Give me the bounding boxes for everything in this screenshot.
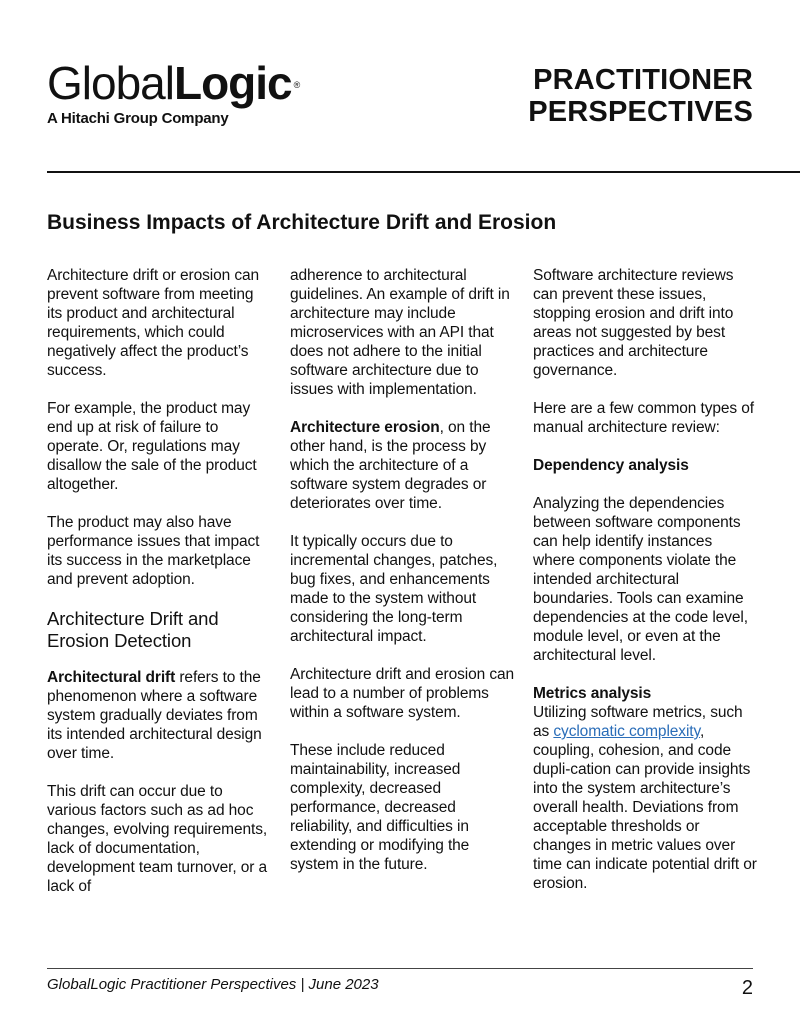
paragraph: Here are a few common types of manual architecture review: xyxy=(533,400,754,436)
paragraph: For example, the product may end up at risk of failure to operate. Or, regulations may disallow the sale of the product altogether. xyxy=(47,400,257,493)
paragraph: Software architecture reviews can prevent these issues, stopping erosion and drift into areas not suggested by best practices and architecture governance. xyxy=(533,267,734,379)
paragraph-text: Utilizing software metrics, such as xyxy=(533,704,743,740)
paragraph: The product may also have performance issues that impact its success in the marketplace and prevent adoption. xyxy=(47,514,260,588)
subheading-dependency-analysis: Dependency analysis xyxy=(533,457,689,474)
header-divider xyxy=(47,171,800,173)
paragraph-text: refers to the phenomenon where a software system gradually deviates from its intended architectural design over time. xyxy=(47,669,262,762)
subheading-metrics-analysis: Metrics analysis xyxy=(533,685,652,702)
cyclomatic-complexity-link[interactable]: cyclomatic complexity xyxy=(553,723,701,740)
paragraph xyxy=(47,668,272,763)
page-number: 2 xyxy=(741,977,753,999)
paragraph: These include reduced maintainability, increased complexity, decreased performance, decreased reliability, and difficulties in extending or modifying the system in the future. xyxy=(290,742,470,873)
series-title-line1: PRACTITIONER xyxy=(533,64,753,96)
logo-tagline: A Hitachi Group Company xyxy=(47,110,229,127)
series-title xyxy=(528,64,753,128)
section-heading: Architecture Drift and Erosion Detection xyxy=(47,608,219,651)
paragraph: It typically occurs due to incremental changes, patches, bug fixes, and enhancements made to the system without considering the long-term architectural impact. xyxy=(290,533,498,645)
logo-wordmark xyxy=(47,57,300,109)
column-3 xyxy=(533,266,758,912)
footer-text: GlobalLogic Practitioner Perspectives | June 2023 xyxy=(47,976,379,993)
logo-bold: Logic xyxy=(173,57,292,109)
paragraph xyxy=(533,703,758,893)
page-title: Business Impacts of Architecture Drift and Erosion xyxy=(47,211,557,234)
paragraph: Architecture drift or erosion can prevent software from meeting its product and architectural requirements, which could negatively affect the product’s success. xyxy=(47,267,260,379)
term-architecture-erosion: Architecture erosion xyxy=(290,419,440,436)
paragraph-text: , coupling, cohesion, and code dupli-cation can provide insights into the system architecture’s overall health. Deviations from acceptable thresholds or changes in metric values over time can indicate potential drift or erosion. xyxy=(533,723,757,892)
globallogic-logo xyxy=(47,57,300,127)
paragraph xyxy=(290,418,515,513)
column-2 xyxy=(290,266,515,893)
paragraph-text: , on the other hand, is the process by which the architecture of a software system degrades or deteriorates over time. xyxy=(290,419,491,512)
registered-mark: ® xyxy=(293,80,300,90)
column-1 xyxy=(47,266,272,915)
footer-divider xyxy=(47,968,753,969)
logo-light: Global xyxy=(47,57,174,109)
paragraph: This drift can occur due to various factors such as ad hoc changes, evolving requirements, lack of documentation, development team turnover, or a lack of xyxy=(47,783,268,895)
term-architectural-drift: Architectural drift xyxy=(47,669,176,686)
paragraph: adherence to architectural guidelines. An example of drift in architecture may include microservices with an API that does not adhere to the initial software architecture due to issues with implementation. xyxy=(290,267,510,398)
series-title-line2: PERSPECTIVES xyxy=(528,96,753,128)
paragraph: Architecture drift and erosion can lead to a number of problems within a software system. xyxy=(290,666,515,721)
paragraph: Analyzing the dependencies between software components can help identify instances where components violate the intended architectural boundaries. Tools can examine dependencies at the code level, module level, or even at the architectural level. xyxy=(533,495,748,664)
